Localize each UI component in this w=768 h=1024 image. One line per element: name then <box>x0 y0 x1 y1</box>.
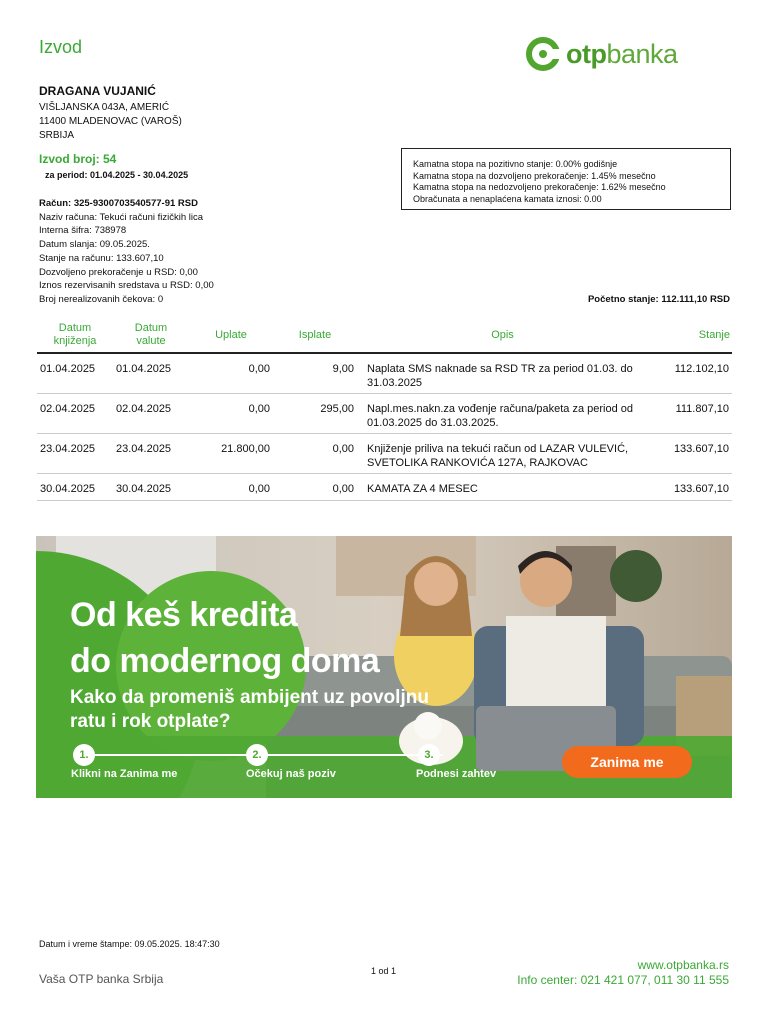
value-date-cell: 02.04.2025 <box>113 394 189 434</box>
credit-cell: 0,00 <box>189 474 273 501</box>
client-country: SRBIJA <box>39 130 75 141</box>
internal-code: Interna šifra: 738978 <box>39 225 127 237</box>
rate-line: Kamatna stopa na nedozvoljeno prekoračenje: 1.62% mesečno <box>413 182 666 193</box>
rate-line: Obračunata a nenaplaćena kamata iznosi: 0.00 <box>413 194 602 205</box>
banner-headline-line2: do modernog doma <box>70 642 380 680</box>
statement-number: Izvod broj: 54 <box>39 152 117 166</box>
value-date-cell: 23.04.2025 <box>113 434 189 474</box>
transactions-table <box>37 318 732 501</box>
account-info <box>39 197 214 307</box>
balance-cell: 133.607,10 <box>648 434 732 474</box>
opening-balance: Početno stanje: 112.111,10 RSD <box>587 294 730 305</box>
debit-cell: 9,00 <box>273 353 357 394</box>
header-value-date: Datum valute <box>113 318 189 353</box>
info-center: Info center: 021 421 077, 011 30 11 555 <box>517 973 729 987</box>
print-timestamp: Datum i vreme štampe: 09.05.2025. 18:47:30 <box>39 939 220 949</box>
header-balance: Stanje <box>648 318 732 353</box>
client-name: DRAGANA VUJANIĆ <box>39 84 156 98</box>
account-balance: Stanje na računu: 133.607,10 <box>39 252 164 264</box>
statement-period: za period: 01.04.2025 - 30.04.2025 <box>45 170 189 180</box>
description-cell: KAMATA ZA 4 MESEC <box>357 474 648 501</box>
step-3-badge: 3. <box>418 744 440 766</box>
allowed-overdraft: Dozvoljeno prekoračenje u RSD: 0,00 <box>39 266 198 278</box>
account-name: Naziv računa: Tekući računi fizičkih lica <box>39 211 204 223</box>
balance-cell: 112.102,10 <box>648 353 732 394</box>
step-2-badge: 2. <box>246 744 268 766</box>
account-number: Račun: 325-9300703540577-91 RSD <box>39 198 198 209</box>
client-address-line1: VIŠLJANSKA 043A, AMERIĆ <box>39 102 170 113</box>
zanima-me-button[interactable]: Zanima me <box>562 746 692 778</box>
credit-cell: 0,00 <box>189 353 273 394</box>
description-cell: Napl.mes.nakn.za vođenje računa/paketa za period od 01.03.2025 do 31.03.2025. <box>357 394 648 434</box>
header-posting-date: Datum knjiženja <box>37 318 113 353</box>
posting-date-cell: 02.04.2025 <box>37 394 113 434</box>
website-link[interactable]: www.otpbanka.rs <box>637 958 729 972</box>
banner-subheadline-line2: ratu i rok otplate? <box>70 711 231 732</box>
value-date-cell: 01.04.2025 <box>113 353 189 394</box>
description-cell: Knjiženje priliva na tekući račun od LAZAR VULEVIĆ, SVETOLIKA RANKOVIĆA 127A, RAJKOVAC <box>357 434 648 474</box>
credit-cell: 0,00 <box>189 394 273 434</box>
document-title: Izvod <box>39 37 83 57</box>
posting-date-cell: 30.04.2025 <box>37 474 113 501</box>
step-3-label: Podnesi zahtev <box>416 768 497 780</box>
step-1-label: Klikni na Zanima me <box>71 768 178 780</box>
table-header-row <box>37 318 732 353</box>
reserved-funds: Iznos rezervisanih sredstava u RSD: 0,00 <box>39 280 214 292</box>
banner-subheadline-line1: Kako da promeniš ambijent uz povoljnu <box>70 687 429 708</box>
step-2-label: Očekuj naš poziv <box>246 768 336 780</box>
debit-cell: 0,00 <box>273 474 357 501</box>
debit-cell: 295,00 <box>273 394 357 434</box>
table-row <box>37 353 732 394</box>
footer-bank-name: Vaša OTP banka Srbija <box>39 972 164 986</box>
credit-cell: 21.800,00 <box>189 434 273 474</box>
banner-headline-line1: Od keš kredita <box>70 596 298 634</box>
table-row <box>37 394 732 434</box>
value-date-cell: 30.04.2025 <box>113 474 189 501</box>
debit-cell: 0,00 <box>273 434 357 474</box>
balance-cell: 133.607,10 <box>648 474 732 501</box>
header-description: Opis <box>357 318 648 353</box>
otp-banka-logo <box>526 34 706 74</box>
footer-contact <box>517 958 729 988</box>
rate-line: Kamatna stopa na pozitivno stanje: 0.00% godišnje <box>413 159 618 169</box>
interest-rates-box <box>401 148 731 210</box>
table-row <box>37 434 732 474</box>
rate-line: Kamatna stopa na dozvoljeno prekoračenje: 1.45% mesečno <box>413 170 656 181</box>
banner-headline <box>70 592 379 684</box>
unrealized-checks: Broj nerealizovanih čekova: 0 <box>39 293 164 305</box>
description-cell: Naplata SMS naknade sa RSD TR za period 01.03. do 31.03.2025 <box>357 353 648 394</box>
posting-date-cell: 23.04.2025 <box>37 434 113 474</box>
otp-logo-icon <box>526 37 560 71</box>
promo-banner[interactable] <box>36 536 732 798</box>
page-number: 1 od 1 <box>371 966 397 976</box>
posting-date-cell: 01.04.2025 <box>37 353 113 394</box>
balance-cell: 111.807,10 <box>648 394 732 434</box>
header-debits: Isplate <box>273 318 357 353</box>
step-1-badge: 1. <box>73 744 95 766</box>
table-row <box>37 474 732 501</box>
header-credits: Uplate <box>189 318 273 353</box>
banner-subheadline <box>70 686 429 734</box>
client-address-line2: 11400 MLADENOVAC (VAROŠ) <box>39 116 182 127</box>
logo-wordmark: otpbanka <box>566 38 678 69</box>
sent-date: Datum slanja: 09.05.2025. <box>39 239 150 251</box>
